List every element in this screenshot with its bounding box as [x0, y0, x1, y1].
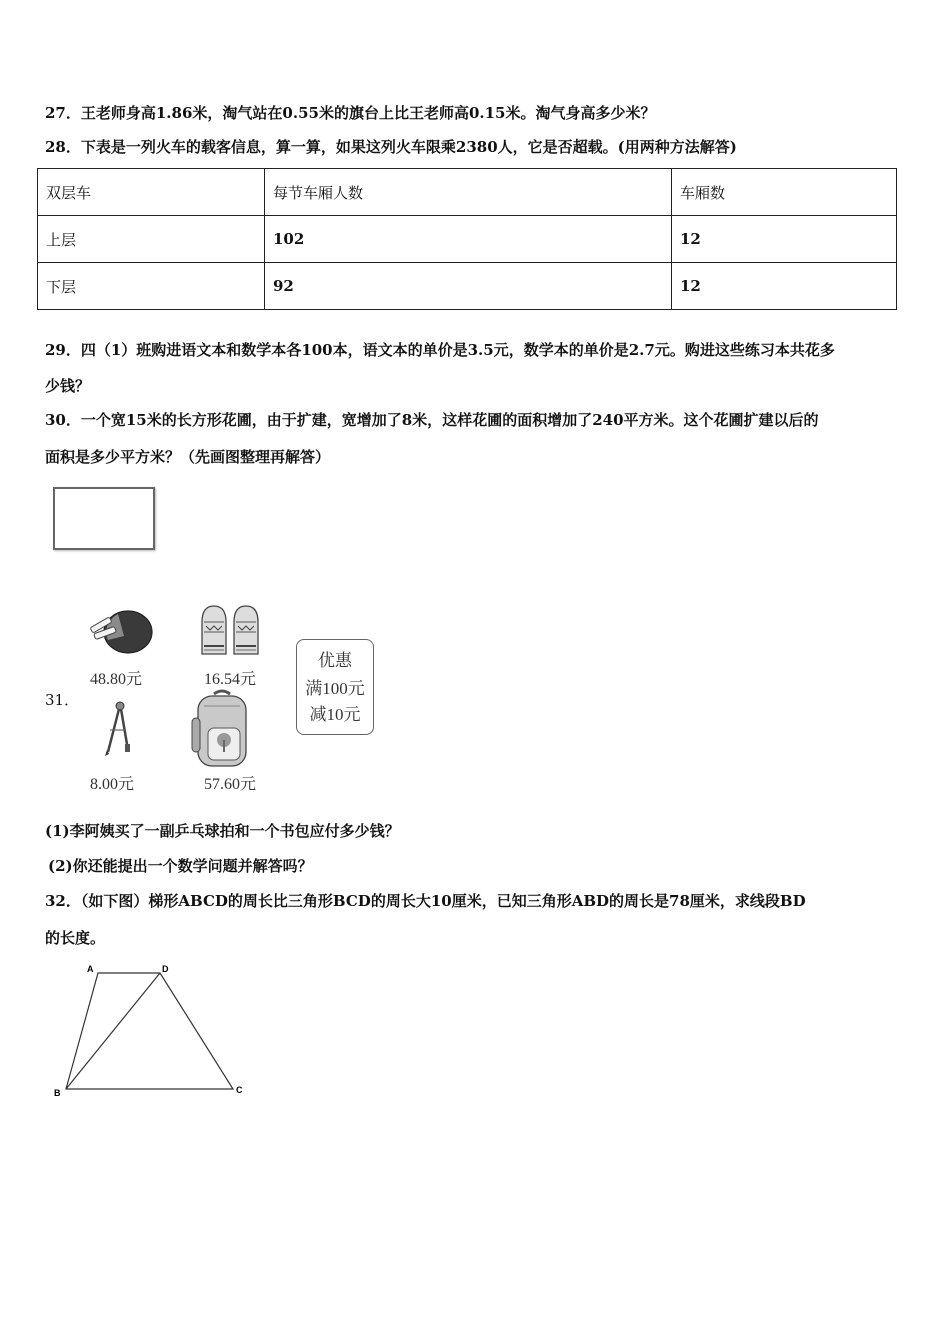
mittens-price: 16.54元 — [204, 671, 257, 688]
table-cell: 上层 — [38, 216, 265, 263]
point-label-b: B — [54, 1088, 61, 1098]
trapezoid-diagram — [50, 960, 250, 1100]
garden-rectangle — [53, 487, 155, 550]
promo-line1: 满100元 — [305, 679, 365, 698]
question-28: 28．下表是一列火车的载客信息，算一算，如果这列火车限乘2380人，它是否超载。(用两种方法解答) — [45, 138, 737, 156]
promo-box — [296, 639, 374, 735]
promo-title: 优惠 — [318, 651, 352, 670]
table-header-cell: 每节车厢人数 — [265, 169, 672, 216]
table-header-cell: 双层车 — [38, 169, 265, 216]
mittens-icon — [196, 602, 266, 662]
question-29-line2: 少钱？ — [45, 377, 91, 395]
table-header-row — [38, 169, 897, 216]
question-27: 27．王老师身高1.86米，淘气站在0.55米的旗台上比王老师高0.15米。淘气身高多少米？ — [45, 104, 656, 122]
question-31-sub2: (2)你还能提出一个数学问题并解答吗？ — [48, 857, 313, 875]
table-header-cell: 车厢数 — [672, 169, 897, 216]
backpack-icon — [190, 688, 254, 770]
question-32-line2: 的长度。 — [45, 929, 106, 947]
promo-line2: 减10元 — [309, 705, 361, 724]
table-row — [38, 216, 897, 263]
question-30-line2: 面积是多少平方米？（先画图整理再解答） — [45, 448, 331, 466]
table-cell: 102 — [265, 216, 672, 263]
train-table — [37, 168, 897, 310]
table-cell: 下层 — [38, 263, 265, 310]
question-31-sub1: (1)李阿姨买了一副乒乓球拍和一个书包应付多少钱？ — [45, 822, 400, 840]
table-cell: 12 — [672, 216, 897, 263]
compass-price: 8.00元 — [90, 776, 135, 793]
trapezoid-outline — [66, 973, 233, 1089]
point-label-c: C — [236, 1085, 243, 1095]
table-row — [38, 263, 897, 310]
backpack-price: 57.60元 — [204, 776, 257, 793]
compass-icon — [100, 700, 136, 758]
question-31-number: 31． — [45, 691, 80, 709]
question-30-line1: 30．一个宽15米的长方形花圃，由于扩建，宽增加了8米，这样花圃的面积增加了240平方米。这个花圃扩建以后的 — [45, 411, 819, 429]
point-label-a: A — [87, 964, 94, 974]
ping-pong-paddle-icon — [88, 600, 158, 660]
question-29-line1: 29．四（1）班购进语文本和数学本各100本，语文本的单价是3.5元，数学本的单价是2.7元。购进这些练习本共花多 — [45, 341, 835, 359]
table-cell: 12 — [672, 263, 897, 310]
diagonal-bd — [66, 973, 160, 1089]
paddle-price: 48.80元 — [90, 671, 143, 688]
table-cell: 92 — [265, 263, 672, 310]
question-32-line1: 32．（如下图）梯形ABCD的周长比三角形BCD的周长大10厘米，已知三角形ABD的周长是78厘米，求线段BD — [45, 892, 806, 910]
point-label-d: D — [162, 964, 169, 974]
